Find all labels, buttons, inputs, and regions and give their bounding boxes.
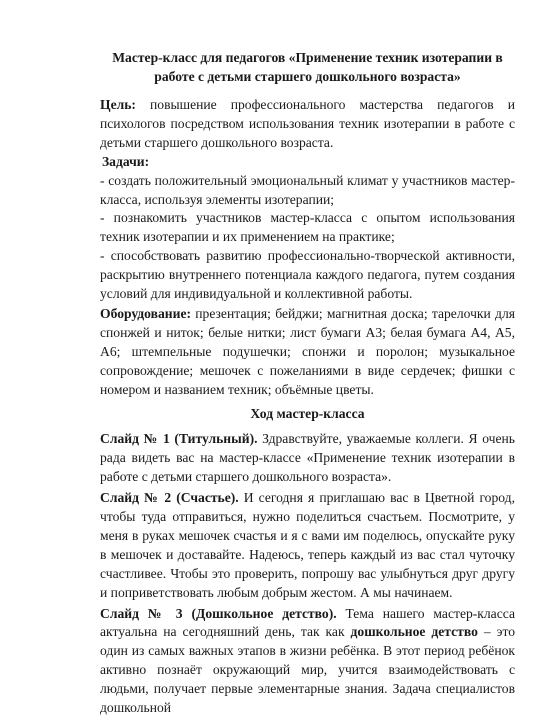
- slide-2-text: И сегодня я приглашаю вас в Цветной город, чтобы туда отправиться, нужно поделиться счастьем. Посмотрите, у меня в руках мешочек счастья и я с вами им поделюсь, опускайте руку в мешочек и доставайте. Надеюсь, теперь каждый из вас стал чуточку счастливее. Чтобы это проверить, попрошу вас улыбнуться друг другу и поприветствовать любым добрым жестом. А мы начинаем.: [100, 490, 515, 600]
- section-heading: Ход мастер-класса: [250, 405, 365, 421]
- goal-label: Цель:: [100, 97, 136, 112]
- task-item-2: - познакомить участников мастер-класса с опытом использования техник изотерапии и их применением на практике;: [100, 210, 515, 245]
- task-item-1: - создать положительный эмоциональный климат у участников мастер-класса, используя элементы изотерапии;: [100, 172, 515, 207]
- slide-3-paragraph: [100, 605, 515, 718]
- slide-1-label: Слайд № 1 (Титульный).: [100, 431, 258, 447]
- slide-2-paragraph: [100, 489, 515, 602]
- slide-2-label: Слайд № 2 (Счастье).: [100, 490, 239, 506]
- goal-text: повышение профессионального мастерства педагогов и психологов посредством использования техник изотерапии в работе с детьми старшего дошкольного возраста.: [100, 97, 515, 150]
- slide-3-bold-phrase: дошкольное детство: [350, 624, 478, 640]
- slide-3-text-after: – это один из самых важных этапов в жизни ребёнка. В этот период ребёнок активно познаёт окружающий мир, учится взаимодействовать с людьми, получает первые элементарные знания. Задача специалистов дошкольной: [100, 624, 516, 716]
- task-item-3: - способствовать развитию профессионально-творческой активности, раскрытию внутреннего потенциала каждого педагога, путем создания условий для индивидуальной и коллективной работы.: [100, 248, 515, 302]
- equipment-paragraph: [100, 305, 515, 400]
- equipment-label: Оборудование:: [100, 305, 192, 321]
- slide-3-text-before: Тема нашего мастер-класса актуальна на сегодняшний день, так как: [100, 605, 515, 640]
- document-title: [100, 49, 515, 86]
- slide-1-paragraph: [100, 430, 515, 487]
- tasks-label: Задачи:: [102, 153, 150, 169]
- document-content: [100, 49, 515, 720]
- title-line-2: работе с детьми старшего дошкольного возраста»: [154, 68, 461, 84]
- goal-paragraph: [100, 96, 515, 153]
- slide-1-text: Здравствуйте, уважаемые коллеги. Я очень рада видеть вас на мастер-классе «Применение техник изотерапии в работе с детьми старшего дошкольного возраста».: [100, 431, 515, 485]
- equipment-text: презентация; бейджи; магнитная доска; тарелочки для спонжей и ниток; белые нитки; лист бумаги А3; белая бумага А4, А5, А6; штемпельные подушечки; спонжи и поролон; музыкальное сопровождение; мешочек с пожеланиями в виде сердечек; фишки с номером и названием техник; объёмные цветы.: [100, 305, 515, 397]
- slide-3-label: Слайд № 3 (Дошкольное детство).: [100, 605, 337, 621]
- title-line-1: Мастер-класс для педагогов «Применение техник изотерапии в: [112, 50, 503, 65]
